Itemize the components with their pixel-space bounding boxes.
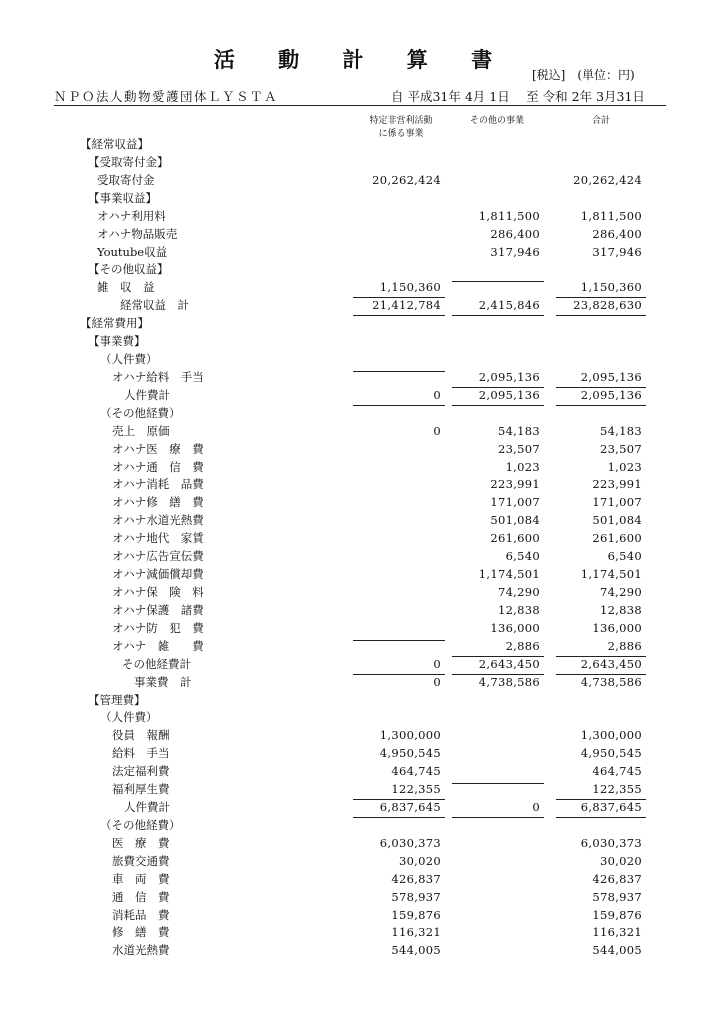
table-row [0,441,724,459]
row-label: （人件費） [100,710,158,725]
row-value-c2: 1,811,500 [478,208,540,223]
table-row [0,889,724,907]
row-label: 【事業費】 [88,334,146,349]
row-value-c2: 0 [452,799,540,815]
table-row [0,405,724,423]
table-row [0,494,724,512]
row-label: 経常収益 計 [120,298,189,313]
row-value-c3: 4,738,586 [580,674,642,689]
row-label: 医 療 費 [112,835,170,850]
row-label: 人件費計 [124,387,170,402]
table-row [0,476,724,494]
row-label: 消耗品 費 [112,907,170,922]
row-label: オハナ 雑 費 [112,638,204,653]
table-row [0,387,724,405]
row-label: 給料 手当 [112,746,170,761]
row-value-c2: 74,290 [497,585,540,599]
row-label: 受取寄付金 [97,172,155,187]
row-label: 福利厚生費 [112,782,170,797]
table-row [0,781,724,799]
row-value-c3: 1,023 [607,459,642,474]
table-row [0,369,724,387]
table-row [0,907,724,925]
row-value-c3: 23,507 [599,441,642,456]
row-label: オハナ減価償却費 [112,567,204,582]
row-value-c3: 2,095,136 [556,387,642,403]
row-value-c1: 464,745 [391,764,441,779]
table-row [0,279,724,297]
row-value-c2: 6,540 [505,549,540,564]
row-label: 【受取寄付金】 [88,154,169,169]
row-label: オハナ防 犯 費 [112,620,204,635]
table-row [0,297,724,315]
row-value-c1: 116,321 [391,925,441,940]
row-label: オハナ水道光熱費 [112,513,204,528]
row-value-c3: 116,321 [592,925,642,940]
row-value-c3: 54,183 [599,423,642,438]
table-row [0,924,724,942]
row-label: （その他経費） [100,817,181,832]
table-row [0,584,724,602]
row-value-c3: 261,600 [592,531,642,546]
row-value-c3: 578,937 [592,889,642,904]
column-header-nonprofit-line1: 特定非営利活動 [369,116,433,126]
row-label: その他経費計 [122,656,191,671]
row-label: 通 信 費 [112,889,170,904]
row-value-c2: 2,415,846 [452,297,540,313]
header-line [54,87,666,106]
row-value-c1: 544,005 [391,943,441,958]
row-value-c3: 122,355 [556,781,642,797]
table-row [0,172,724,190]
table-row [0,423,724,441]
row-label: 【経常費用】 [80,316,149,331]
row-value-c2: 286,400 [490,226,540,241]
row-value-c2: 2,886 [452,638,540,654]
table-row [0,351,724,369]
table-row [0,799,724,817]
row-label: 事業費 計 [134,674,192,689]
row-value-c1: 6,030,373 [379,835,441,850]
row-label: 【管理費】 [88,692,146,707]
table-row [0,656,724,674]
table-row [0,244,724,262]
row-value-c3: 464,745 [592,764,642,779]
row-label: 旅費交通費 [112,853,170,868]
table-row [0,620,724,638]
row-value-c1: 4,950,545 [379,746,441,761]
row-value-c1: 0 [433,423,441,438]
row-value-c3: 223,991 [592,477,642,492]
column-header-other: その他の事業 [469,116,524,126]
column-header-nonprofit-line2: に係る事業 [378,129,424,139]
row-value-c2: 2,643,450 [452,656,540,672]
row-label: オハナ通 信 費 [112,459,204,474]
table-row [0,530,724,548]
row-value-c1: 0 [433,674,441,689]
row-value-c3: 286,400 [592,226,642,241]
row-value-c3: 159,876 [592,907,642,922]
column-header-total: 合計 [591,116,610,126]
row-value-c2: 136,000 [490,620,540,635]
row-value-c3: 1,300,000 [580,728,642,743]
row-value-c3: 317,946 [592,244,642,259]
row-label: オハナ保護 諸費 [112,602,204,617]
table-row [0,942,724,960]
row-label: 人件費計 [124,800,170,815]
row-value-c3: 501,084 [592,513,642,528]
row-label: 売上 原価 [112,423,170,438]
fiscal-period: 自 平成31年 4月 1日 至 令和 2年 3月31日 [391,89,645,104]
table-row [0,226,724,244]
row-value-c3: 6,030,373 [580,835,642,850]
row-value-c1: 0 [353,656,441,672]
row-value-c2: 501,084 [490,513,540,528]
row-label: 水道光熱費 [112,943,170,958]
table-row [0,674,724,692]
row-label: 法定福利費 [112,764,170,779]
table-row [0,208,724,226]
unit-note: [税込] (単位：円) [532,68,635,82]
row-label: オハナ医 療 費 [112,441,204,456]
row-value-c1: 122,355 [353,781,441,797]
row-label: 雑 収 益 [97,280,155,295]
table-row [0,871,724,889]
row-label: （人件費） [100,352,158,367]
row-value-c1: 1,150,360 [353,279,441,295]
table-row [0,548,724,566]
row-value-c3: 6,837,645 [556,799,642,815]
row-value-c3: 2,886 [556,638,642,654]
row-label: オハナ利用料 [97,208,166,223]
row-label: Youtube収益 [97,244,168,259]
row-label: 【その他収益】 [88,262,169,277]
row-value-c1: 21,412,784 [353,297,441,313]
row-label: オハナ消耗 品費 [112,477,204,492]
row-value-c2: 4,738,586 [478,674,540,689]
row-label: 【事業収益】 [88,190,157,205]
row-value-c3: 1,174,501 [580,567,642,582]
row-value-c2: 261,600 [490,531,540,546]
row-value-c2: 223,991 [490,477,540,492]
table-row [0,763,724,781]
table-row [0,817,724,835]
row-value-c3: 544,005 [592,943,642,958]
row-value-c3: 23,828,630 [556,297,642,313]
document-title: 活 動 計 算 書 [213,48,511,72]
row-value-c2: 171,007 [490,495,540,510]
row-value-c2: 2,095,136 [452,369,540,385]
row-value-c1: 578,937 [391,889,441,904]
table-row [0,566,724,584]
row-value-c2: 12,838 [497,602,540,617]
row-label: 修 繕 費 [112,925,170,940]
table-row [0,512,724,530]
row-value-c3: 171,007 [592,495,642,510]
table-row [0,853,724,871]
row-value-c2: 2,095,136 [452,387,540,403]
row-value-c1: 159,876 [391,907,441,922]
table-row [0,709,724,727]
table-row [0,261,724,279]
row-value-c1: 0 [353,387,441,403]
row-value-c1: 426,837 [391,871,441,886]
row-value-c3: 2,643,450 [556,656,642,672]
row-value-c3: 20,262,424 [573,172,642,187]
row-value-c1: 6,837,645 [353,799,441,815]
row-value-c1: 30,020 [398,853,441,868]
row-value-c2: 54,183 [497,423,540,438]
row-label: 【経常収益】 [80,137,149,151]
row-value-c3: 4,950,545 [580,746,642,761]
table-row [0,154,724,172]
row-value-c2: 23,507 [497,441,540,456]
organization-name: ＮＰＯ法人動物愛護団体ＬＹＳＴＡ [54,89,279,104]
row-value-c1: 20,262,424 [372,172,441,187]
row-value-c2: 1,023 [505,459,540,474]
table-row [0,190,724,208]
row-value-c3: 2,095,136 [556,369,642,385]
row-label: （その他経費） [100,405,181,420]
table-row [0,835,724,853]
row-label: オハナ地代 家賃 [112,531,204,546]
table-row [0,333,724,351]
table-row [0,638,724,656]
row-value-c3: 1,811,500 [580,208,642,223]
row-label: オハナ保 険 料 [112,585,204,599]
table-row [0,692,724,710]
row-label: オハナ給料 手当 [112,369,204,384]
row-label: 役員 報酬 [112,728,170,743]
row-label: オハナ広告宣伝費 [112,549,204,564]
row-value-c3: 30,020 [599,853,642,868]
row-value-c3: 6,540 [607,549,642,564]
row-value-c3: 136,000 [592,620,642,635]
table-row [0,459,724,477]
row-value-c3: 426,837 [592,871,642,886]
table-row [0,136,724,154]
row-label: オハナ物品販売 [97,226,178,241]
table-row [0,315,724,333]
row-value-c2: 317,946 [490,244,540,259]
table-row [0,602,724,620]
row-value-c1: 1,300,000 [379,728,441,743]
row-value-c2: 1,174,501 [478,567,540,582]
table-row [0,745,724,763]
row-label: オハナ修 繕 費 [112,495,204,510]
row-value-c3: 1,150,360 [556,279,642,295]
row-value-c3: 12,838 [599,602,642,617]
row-label: 車 両 費 [112,871,170,886]
table-row [0,727,724,745]
row-value-c3: 74,290 [599,585,642,599]
